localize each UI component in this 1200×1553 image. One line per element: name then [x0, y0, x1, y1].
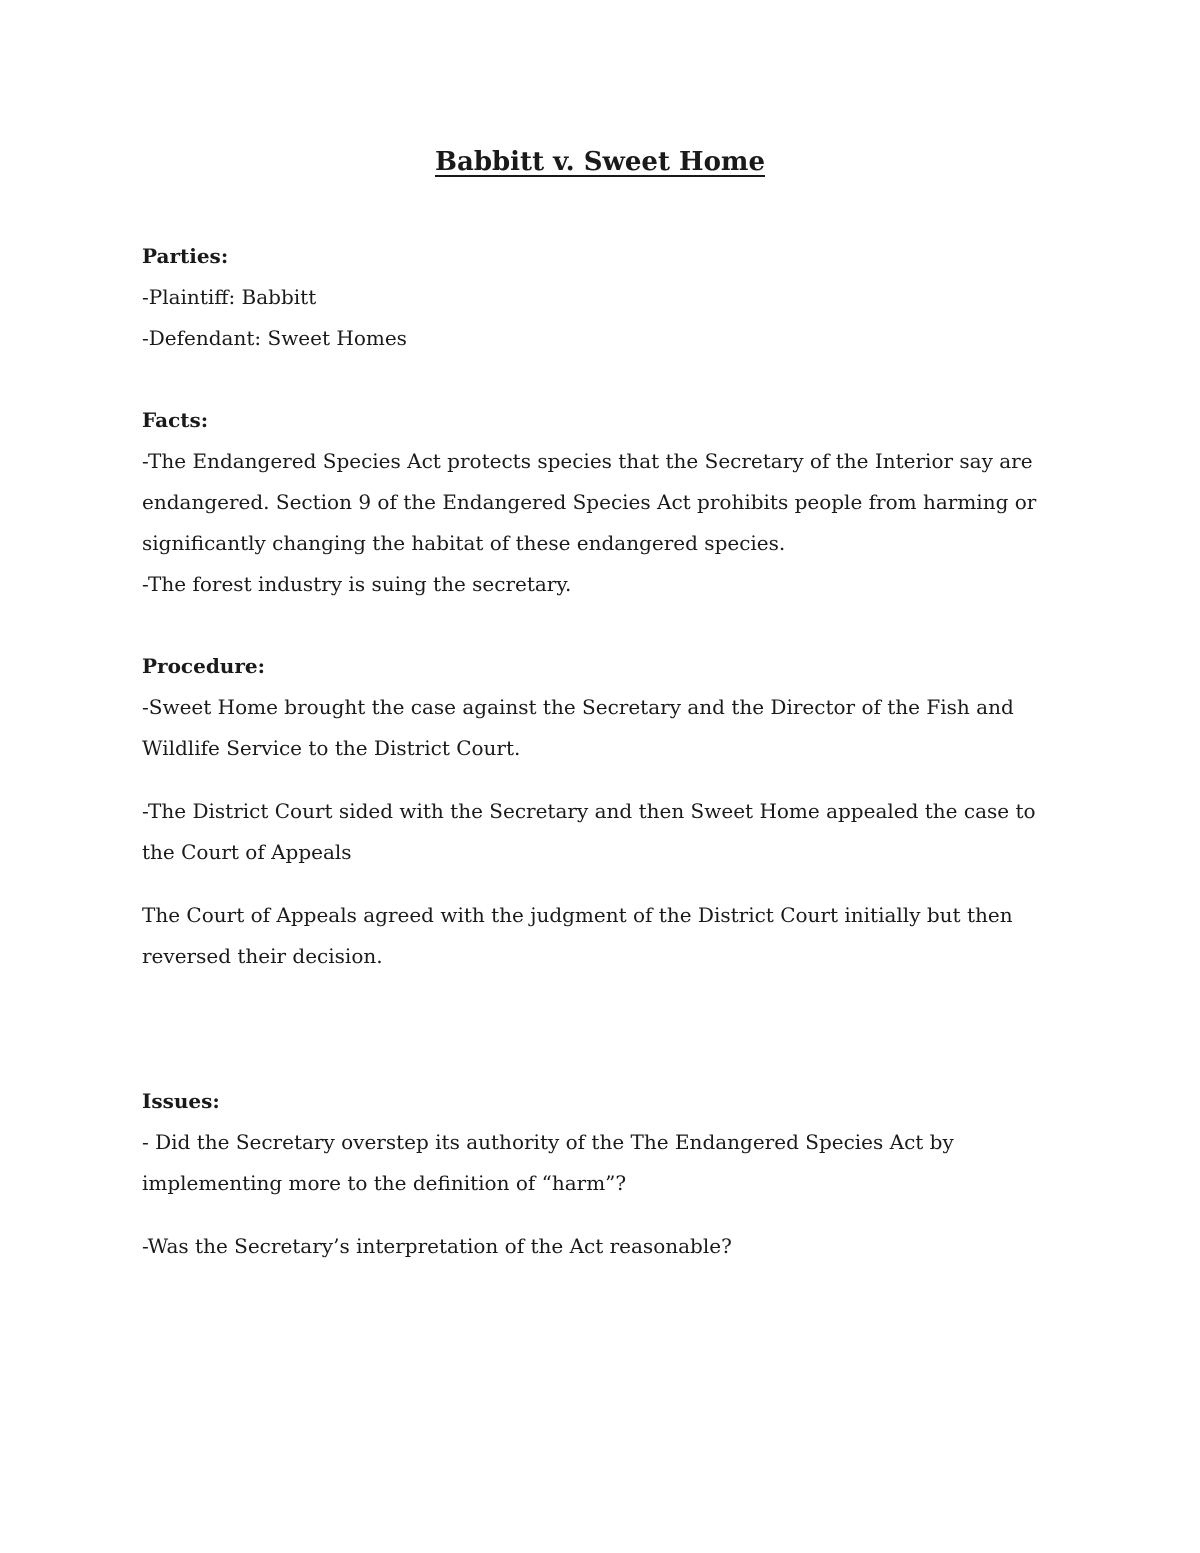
- procedure-line: Wildlife Service to the District Court.: [142, 736, 521, 760]
- issues-paragraph: [142, 1122, 1072, 1204]
- procedure-paragraph: [142, 895, 1072, 977]
- document-body: [142, 236, 1072, 1267]
- procedure-line: the Court of Appeals: [142, 840, 352, 864]
- section-issues: [142, 1081, 1072, 1267]
- section-facts: [142, 400, 1072, 605]
- facts-line: -The forest industry is suing the secretary.: [142, 572, 572, 596]
- section-heading-parties: Parties:: [142, 244, 229, 268]
- issues-line: implementing more to the definition of “harm”?: [142, 1171, 627, 1195]
- facts-line: significantly changing the habitat of these endangered species.: [142, 531, 786, 555]
- procedure-line: -Sweet Home brought the case against the Secretary and the Director of the Fish and: [142, 695, 1014, 719]
- facts-line: -The Endangered Species Act protects species that the Secretary of the Interior say are: [142, 449, 1033, 473]
- procedure-paragraph: [142, 687, 1072, 769]
- issues-line: -Was the Secretary’s interpretation of the Act reasonable?: [142, 1234, 732, 1258]
- procedure-line: reversed their decision.: [142, 944, 383, 968]
- section-heading-procedure: Procedure:: [142, 654, 265, 678]
- facts-line: endangered. Section 9 of the Endangered Species Act prohibits people from harming or: [142, 490, 1037, 514]
- procedure-paragraph: [142, 791, 1072, 873]
- document-title: Babbitt v. Sweet Home: [435, 147, 765, 177]
- parties-line: -Plaintiff: Babbitt: [142, 285, 317, 309]
- issues-line: - Did the Secretary overstep its authority of the The Endangered Species Act by: [142, 1130, 954, 1154]
- section-heading-facts: Facts:: [142, 408, 209, 432]
- procedure-line: -The District Court sided with the Secretary and then Sweet Home appealed the case to: [142, 799, 1036, 823]
- issues-paragraph: [142, 1226, 1072, 1267]
- section-parties: [142, 236, 1072, 359]
- section-procedure: [142, 646, 1072, 977]
- procedure-line: The Court of Appeals agreed with the judgment of the District Court initially but then: [142, 903, 1013, 927]
- section-heading-issues: Issues:: [142, 1089, 220, 1113]
- parties-line: -Defendant: Sweet Homes: [142, 326, 407, 350]
